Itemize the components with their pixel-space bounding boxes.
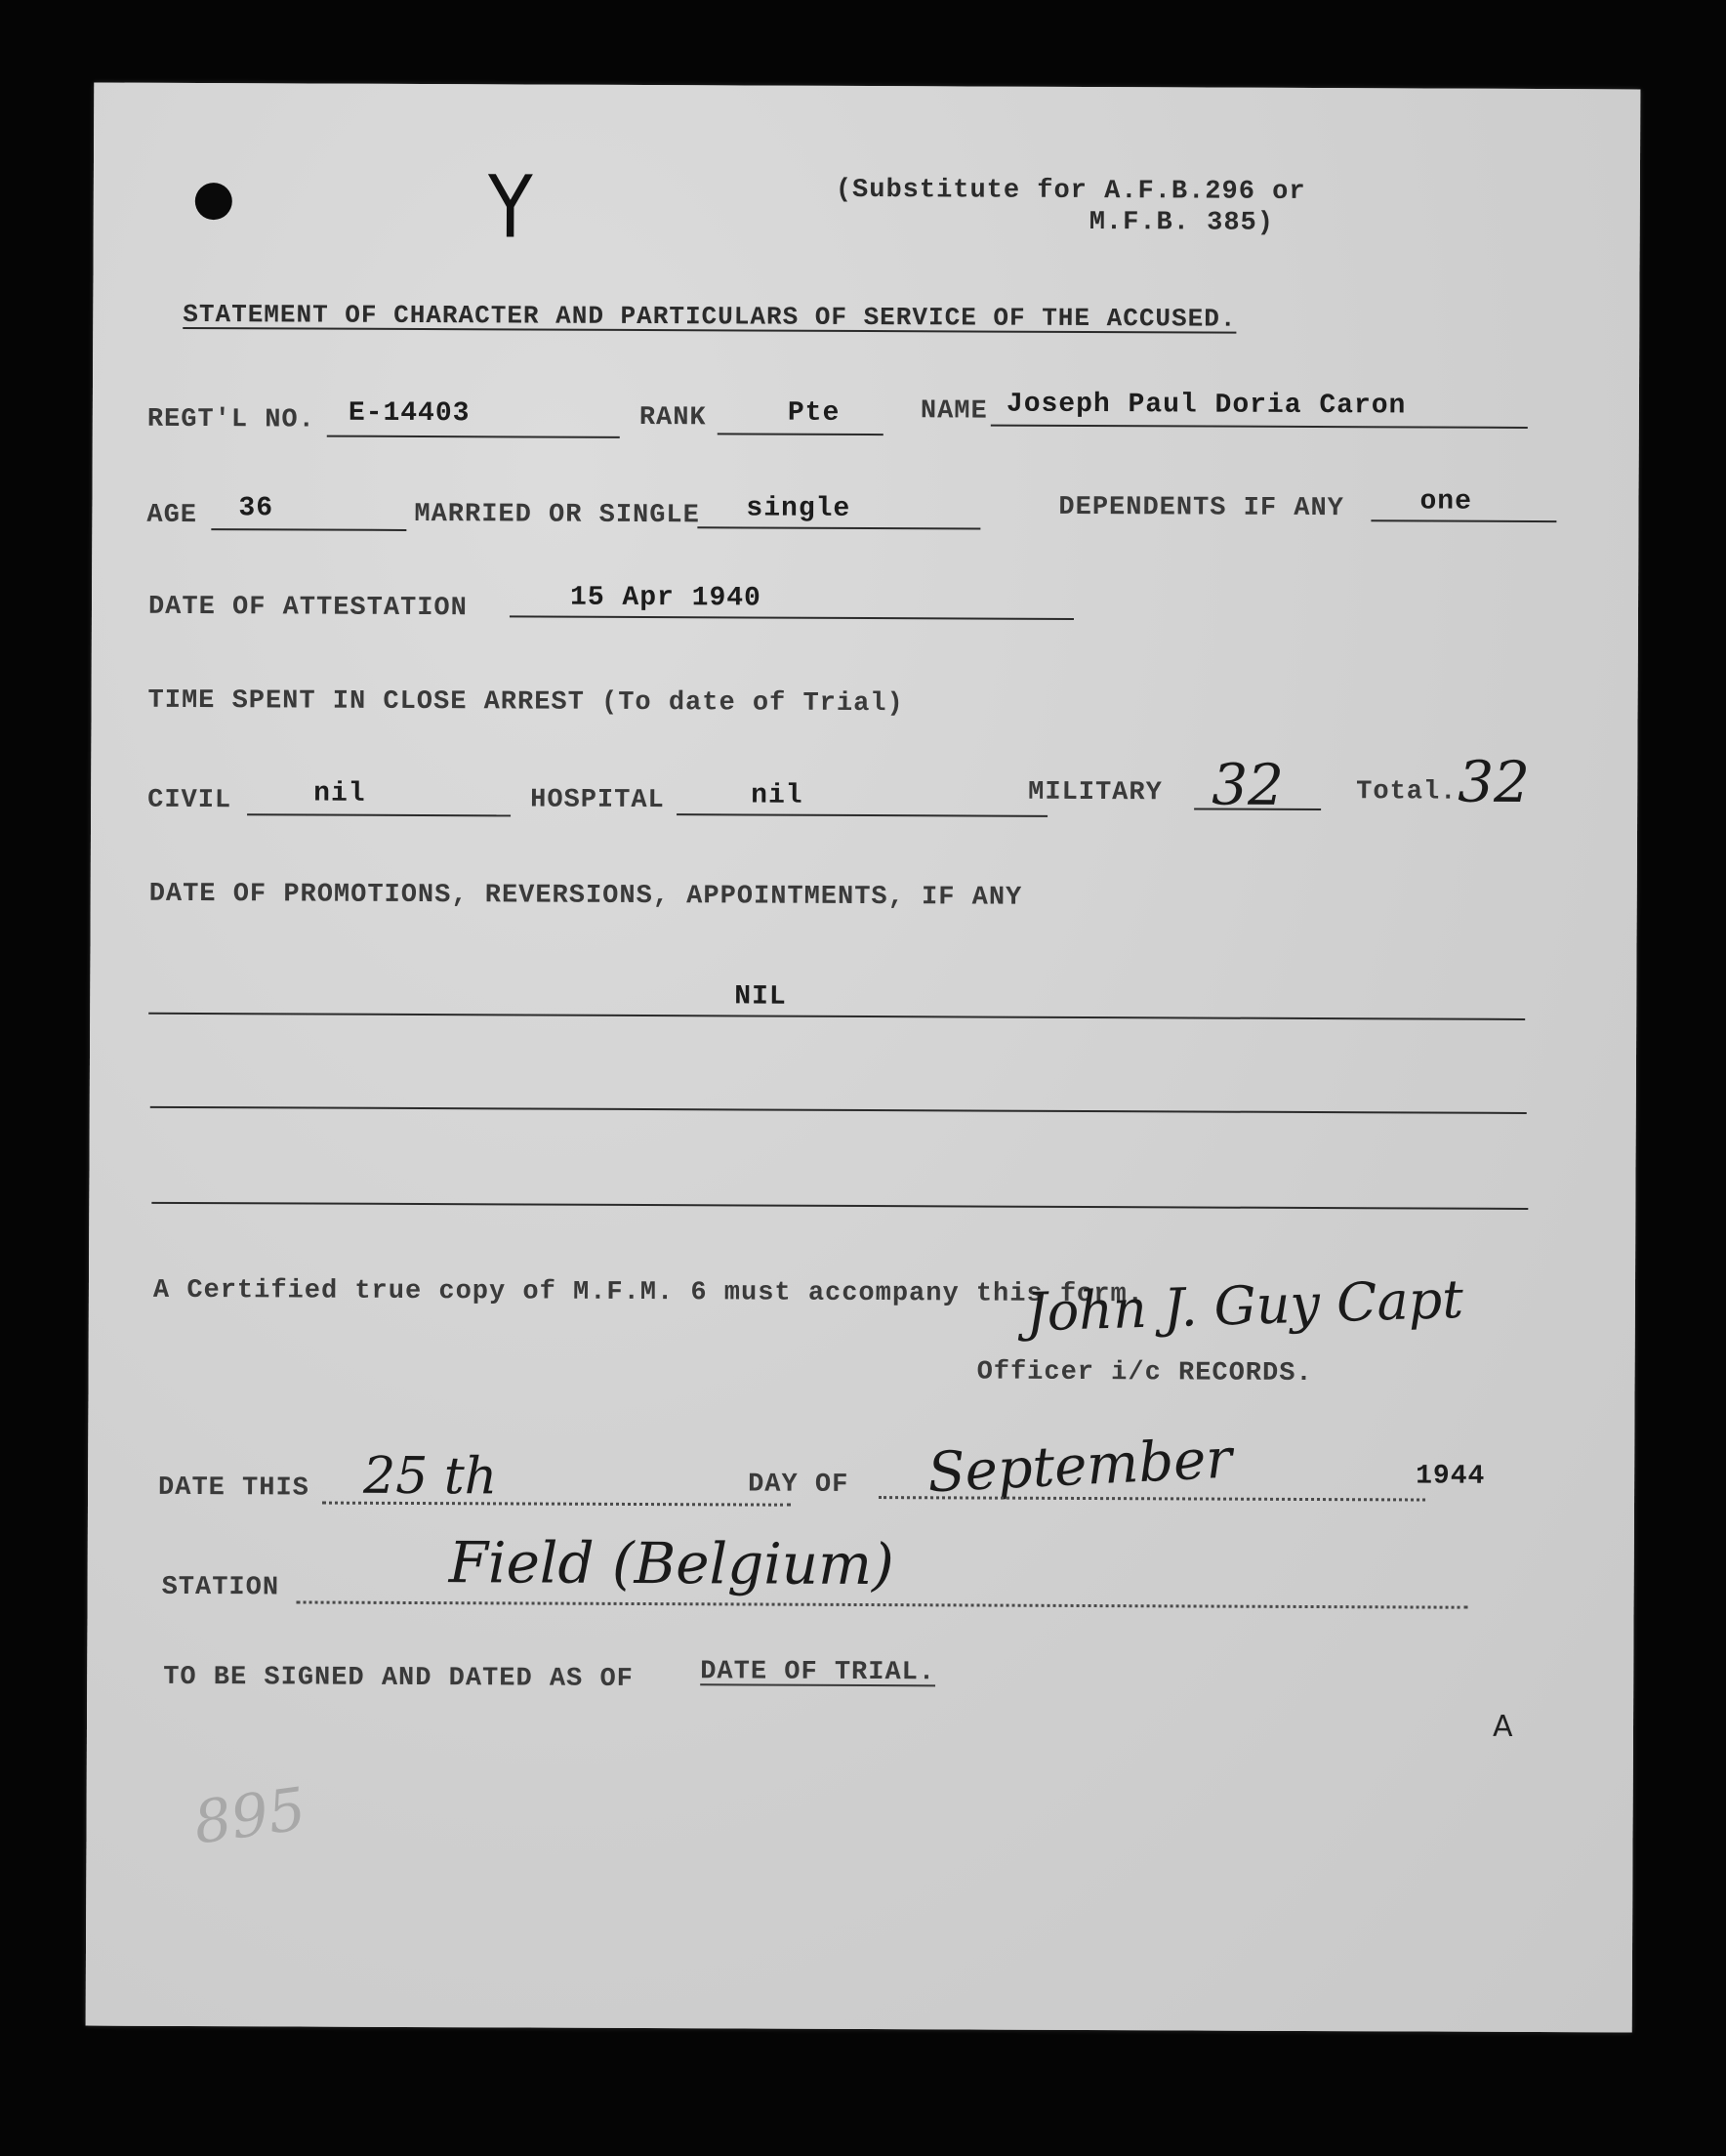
date-month-value: September [925, 1427, 1234, 1506]
header-mark: Y [487, 156, 533, 258]
regtl-no-value: E-14403 [348, 397, 471, 430]
regtl-no-label: REGT'L NO. [146, 404, 315, 435]
form-reference-line2: M.F.B. 385) [1089, 208, 1275, 238]
age-value: 36 [238, 493, 274, 524]
station-value: Field (Belgium) [448, 1529, 894, 1598]
date-of-attestation-label: DATE OF ATTESTATION [147, 592, 468, 624]
total-label: Total. [1356, 777, 1458, 808]
rank-value: Pte [787, 397, 841, 429]
form-reference-line1: (Substitute for A.F.B.296 or [835, 175, 1306, 207]
station-label: STATION [161, 1572, 280, 1603]
officer-signature: John J. Guy Capt [1025, 1267, 1464, 1344]
footer-instruction: TO BE SIGNED AND DATED AS OF [163, 1662, 634, 1694]
certified-note: A Certified true copy of M.F.M. 6 must accompany this form. [152, 1275, 1144, 1310]
promotions-value: NIL [734, 981, 787, 1013]
day-of-label: DAY OF [748, 1470, 849, 1500]
military-label: MILITARY [1028, 777, 1163, 808]
document-title: STATEMENT OF CHARACTER AND PARTICULARS OF SERVICE OF THE ACCUSED. [183, 299, 1237, 334]
corner-mark: A [1492, 1709, 1513, 1744]
promotions-label: DATE OF PROMOTIONS, REVERSIONS, APPOINTMENTS, IF ANY [148, 879, 1023, 913]
civil-value: nil [313, 778, 366, 809]
hospital-label: HOSPITAL [530, 785, 665, 816]
date-of-attestation-value: 15 Apr 1940 [569, 582, 761, 614]
document-page [86, 83, 1641, 2033]
dependents-value: one [1419, 486, 1472, 518]
officer-title: Officer i/c RECORDS. [976, 1357, 1313, 1389]
footer-emphasis: DATE OF TRIAL. [700, 1657, 936, 1688]
date-year-value: 1944 [1416, 1461, 1486, 1492]
married-or-single-label: MARRIED OR SINGLE [414, 499, 700, 531]
hospital-value: nil [751, 780, 803, 811]
married-or-single-value: single [746, 493, 851, 524]
military-value: 32 [1212, 751, 1285, 818]
name-value: Joseph Paul Doria Caron [1006, 389, 1407, 422]
age-label: AGE [146, 500, 198, 531]
rank-label: RANK [638, 402, 707, 434]
dependents-label: DEPENDENTS IF ANY [1058, 492, 1344, 524]
total-value: 32 [1458, 748, 1531, 815]
civil-label: CIVIL [147, 785, 232, 816]
folio-number: 895 [189, 1774, 310, 1858]
date-day-value: 25 th [362, 1446, 498, 1507]
punch-hole [195, 183, 232, 220]
time-in-arrest-label: TIME SPENT IN CLOSE ARREST (To date of Trial) [147, 685, 904, 720]
name-label: NAME [920, 396, 988, 427]
date-this-label: DATE THIS [158, 1472, 309, 1504]
